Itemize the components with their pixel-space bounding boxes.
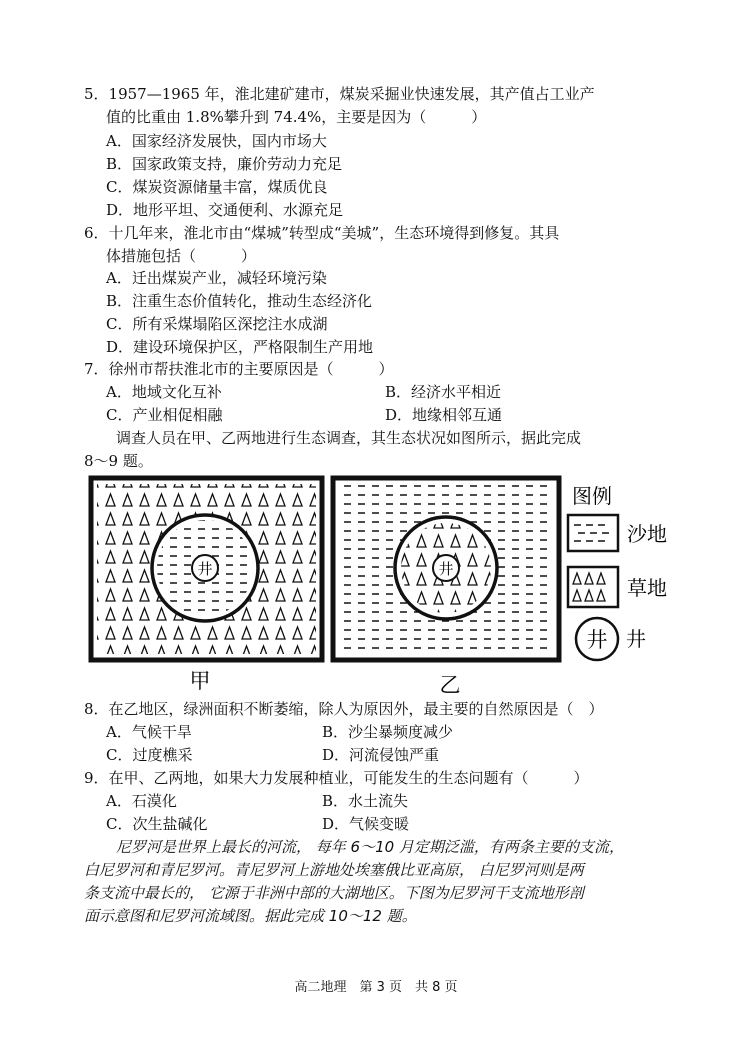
ecology-figure	[0, 470, 752, 700]
q8-option-c: C．过度樵采	[106, 746, 193, 764]
intro-8-9-line2: 8～9 题。	[84, 452, 153, 470]
q9-option-b: B．水土流失	[322, 792, 409, 810]
q6-option-d: D．建设环境保护区，严格限制生产用地	[106, 338, 374, 356]
legend	[568, 484, 667, 660]
legend-title: 图例	[572, 484, 612, 508]
q7-option-d: D．地缘相邻互通	[385, 406, 503, 424]
q9-option-a: A．石漠化	[106, 792, 177, 810]
q8-option-a: A．气候干旱	[106, 723, 192, 741]
legend-well-swatch-symbol: 井	[586, 628, 608, 652]
q5-stem-line2: 值的比重由 1.8%攀升到 74.4%，主要是因为（ ）	[106, 108, 487, 126]
q5-option-d: D．地形平坦、交通便利、水源充足	[106, 201, 344, 219]
q7-option-a: A．地域文化互补	[106, 383, 222, 401]
q8-option-b: B．沙尘暴频度减少	[322, 723, 454, 741]
q9-option-d: D．气候变暖	[322, 815, 410, 833]
legend-well-label: 井	[626, 627, 646, 651]
q5-option-c: C．煤炭资源储量丰富，煤质优良	[106, 178, 328, 196]
page-footer: 高二地理 第 3 页 共 8 页	[294, 980, 458, 995]
well-symbol-jia: 井	[197, 560, 213, 578]
passage-line2: 白尼罗河和青尼罗河。青尼罗河上游地处埃塞俄比亚高原， 白尼罗河则是两	[84, 861, 584, 879]
q6-option-a: A．迁出煤炭产业，减轻环境污染	[106, 269, 327, 287]
q9-stem: 9．在甲、乙两地，如果大力发展种植业，可能发生的生态问题有（ ）	[84, 769, 589, 787]
q8-stem: 8．在乙地区，绿洲面积不断萎缩，除人为原因外，最主要的自然原因是（ ）	[84, 700, 604, 718]
passage-line4: 面示意图和尼罗河流域图。据此完成 10～12 题。	[84, 907, 417, 925]
passage-line3: 条支流中最长的， 它源于非洲中部的大湖地区。下图为尼罗河干支流地形剖	[84, 884, 584, 902]
passage-line1: 尼罗河是世界上最长的河流， 每年 6～10 月定期泛滥，有两条主要的支流，	[116, 838, 624, 856]
map-jia	[91, 478, 322, 660]
legend-grass-label: 草地	[627, 576, 667, 600]
q7-option-b: B．经济水平相近	[385, 383, 502, 401]
q6-option-c: C．所有采煤塌陷区深挖注水成湖	[106, 315, 328, 333]
q6-stem-line2: 体措施包括（ ）	[106, 247, 257, 265]
q9-option-c: C．次生盐碱化	[106, 815, 208, 833]
q7-stem: 7．徐州市帮扶淮北市的主要原因是（ ）	[84, 360, 394, 378]
legend-sand-label: 沙地	[627, 522, 667, 546]
q6-option-b: B．注重生态价值转化，推动生态经济化	[106, 292, 373, 310]
well-symbol-yi: 井	[438, 560, 454, 578]
q5-option-b: B．国家政策支持，廉价劳动力充足	[106, 155, 343, 173]
q7-option-c: C．产业相促相融	[106, 406, 223, 424]
label-jia: 甲	[189, 669, 211, 693]
map-yi	[333, 478, 559, 660]
q5-option-a: A．国家经济发展快，国内市场大	[106, 132, 327, 150]
intro-8-9-line1: 调查人员在甲、乙两地进行生态调查，其生态状况如图所示，据此完成	[116, 429, 582, 447]
q5-stem-line1: 5．1957—1965 年，淮北建矿建市，煤炭采掘业快速发展，其产值占工业产	[84, 85, 595, 103]
q8-option-d: D．河流侵蚀严重	[322, 746, 440, 764]
q6-stem-line1: 6．十几年来，淮北市由“煤城”转型成“美城”，生态环境得到修复。其具	[84, 224, 560, 242]
label-yi: 乙	[439, 673, 461, 697]
